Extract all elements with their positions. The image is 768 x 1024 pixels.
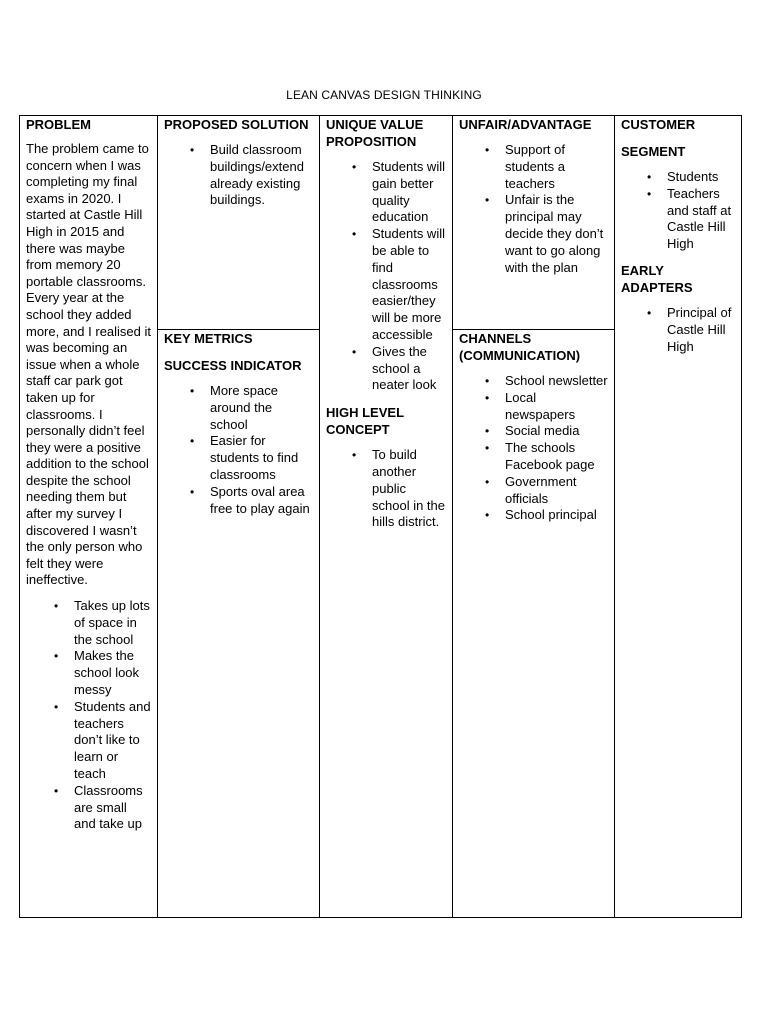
solution-cell <box>158 116 319 209</box>
key-metrics-cell <box>158 330 319 517</box>
list-item: • School newsletter <box>505 373 608 390</box>
uvp-cell <box>320 116 452 531</box>
uvp-heading: UNIQUE VALUE PROPOSITION <box>326 117 424 149</box>
customer-segment-cell <box>615 116 742 355</box>
problem-heading: PROBLEM <box>26 117 91 132</box>
list-item: • More space around the school <box>210 383 313 433</box>
key-metrics-list <box>164 383 313 517</box>
key-metrics-heading: KEY METRICS <box>164 331 253 346</box>
channels-heading: CHANNELS (COMMUNICATION) <box>459 331 581 363</box>
customer-heading: CUSTOMER <box>621 117 696 132</box>
list-item: • Social media <box>505 423 608 440</box>
list-item: • Easier for students to find classrooms <box>210 433 313 483</box>
uvp-list <box>326 159 446 394</box>
list-item: • School principal <box>505 507 608 524</box>
list-item: • Build classroom buildings/extend already existing buildings. <box>210 142 313 209</box>
problem-list <box>26 598 151 833</box>
list-item: • Takes up lots of space in the school <box>74 598 151 648</box>
list-item: • Makes the school look messy <box>74 648 151 698</box>
lean-canvas-table <box>19 115 742 918</box>
list-item: • Sports oval area free to play again <box>210 484 313 518</box>
early-adapters-heading: EARLY ADAPTERS <box>621 262 693 295</box>
list-item: • Government officials <box>505 474 608 508</box>
unfair-advantage-cell <box>453 116 614 276</box>
concept-list <box>326 447 446 531</box>
early-adapters-list <box>621 305 736 355</box>
channels-cell <box>453 330 614 524</box>
list-item: • Classrooms are small and take up <box>74 783 151 833</box>
list-item: • Support of students a teachers <box>505 142 608 192</box>
success-indicator-heading: SUCCESS INDICATOR <box>164 358 302 373</box>
problem-paragraph: The problem came to concern when I was completing my final exams in 2020. I started at Castle Hill High in 2015 and there was maybe from memory 20 portable classrooms. Every year at the school they added more, and I realised it was becoming an issue when a whole staff car park got taken up for classrooms. I personally didn’t feel they were a positive addition to the school despite the school needing them but after my survey I discovered I wasn’t the only person who felt they were ineffective. <box>26 141 152 588</box>
list-item: • Principal of Castle Hill High <box>667 305 736 355</box>
list-item: • Teachers and staff at Castle Hill High <box>667 186 736 253</box>
list-item: • Unfair is the principal may decide they don’t want to go along with the plan <box>505 192 608 276</box>
list-item: • The schools Facebook page <box>505 440 608 474</box>
list-item: • To build another public school in the hills district. <box>372 447 446 531</box>
list-item: • Students will be able to find classrooms easier/they will be more accessible <box>372 226 446 344</box>
solution-list <box>164 142 313 209</box>
document-title: LEAN CANVAS DESIGN THINKING <box>286 88 482 102</box>
segment-heading: SEGMENT <box>621 144 686 159</box>
high-level-concept-heading: HIGH LEVEL CONCEPT <box>326 405 404 438</box>
unfair-list <box>459 142 608 276</box>
list-item: • Students and teachers don’t like to learn or teach <box>74 699 151 783</box>
problem-cell <box>20 116 157 833</box>
unfair-advantage-heading: UNFAIR/ADVANTAGE <box>459 117 592 132</box>
list-item: • Students <box>667 169 736 186</box>
customer-list <box>621 169 736 253</box>
list-item: • Local newspapers <box>505 390 608 424</box>
list-item: • Students will gain better quality education <box>372 159 446 226</box>
list-item: • Gives the school a neater look <box>372 344 446 394</box>
solution-heading: PROPOSED SOLUTION <box>164 117 309 132</box>
channels-list <box>459 373 608 524</box>
